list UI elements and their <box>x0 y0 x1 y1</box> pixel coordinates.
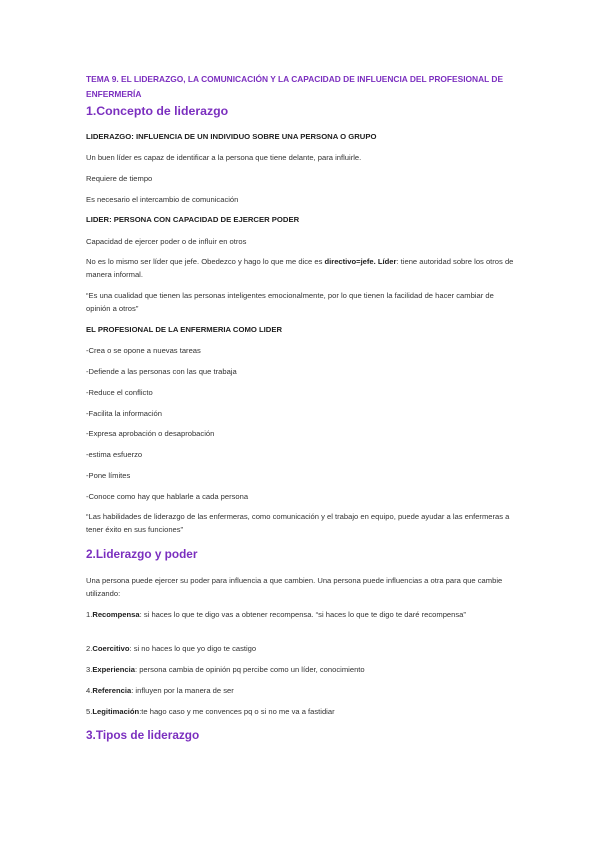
section-2-heading <box>86 547 516 561</box>
item-number: 5. <box>86 707 93 716</box>
power-item-text <box>86 685 516 698</box>
list-item-text: -Facilita la información <box>86 409 162 418</box>
list-item <box>86 408 516 421</box>
label-text: LIDERAZGO: INFLUENCIA DE UN INDIVIDUO SOBRE UNA PERSONA O GRUPO <box>86 132 377 141</box>
power-item-text <box>86 664 516 677</box>
paragraph-text: Un buen líder es capaz de identificar a la persona que tiene delante, para influirle. <box>86 153 362 162</box>
item-text: : influyen por la manera de ser <box>131 686 234 695</box>
label-liderazgo <box>86 132 516 141</box>
power-item-text <box>86 643 516 656</box>
document-title <box>86 72 516 102</box>
list-item <box>86 366 516 379</box>
list-item <box>86 491 516 504</box>
section-3-heading <box>86 728 516 742</box>
label-text: EL PROFESIONAL DE LA ENFERMERIA COMO LIDER <box>86 325 283 334</box>
power-item <box>86 706 516 719</box>
list-item-text: -Reduce el conflicto <box>86 388 153 397</box>
paragraph <box>86 152 516 165</box>
item-term: Referencia <box>92 686 132 695</box>
list-item-text: -estima esfuerzo <box>86 450 143 459</box>
list-item <box>86 428 516 441</box>
paragraph <box>86 173 516 186</box>
list-item-text: -Pone límites <box>86 471 131 480</box>
item-text: : si haces lo que te digo vas a obtener recompensa. “si haces lo que te digo te daré recompensa” <box>139 610 466 619</box>
bold-run: directivo=jefe. Líder <box>324 257 397 266</box>
list-item <box>86 387 516 400</box>
list-item <box>86 345 516 358</box>
list-item-text: -Expresa aprobación o desaprobación <box>86 429 215 438</box>
item-term: Recompensa <box>92 610 140 619</box>
section-heading: 2.Liderazgo y poder <box>86 547 198 561</box>
item-term: Coercitivo <box>92 644 130 653</box>
paragraph-lider-jefe <box>86 256 516 281</box>
quote-text: “Las habilidades de liderazgo de las enfermeras, como comunicación y el trabajo en equipo, puede ayudar a las enfermeras a tener éxito en sus funciones” <box>86 512 510 534</box>
power-item <box>86 609 516 622</box>
power-item <box>86 664 516 677</box>
item-number: 3. <box>86 665 93 674</box>
item-text: :te hago caso y me convences pq o si no me va a fastidiar <box>139 707 335 716</box>
power-item-text <box>86 609 516 622</box>
power-item <box>86 643 516 656</box>
item-term: Experiencia <box>92 665 135 674</box>
list-item-text: -Crea o se opone a nuevas tareas <box>86 346 201 355</box>
list-item-text: -Conoce como hay que hablarle a cada persona <box>86 492 249 501</box>
text-run: No es lo mismo ser líder que jefe. Obedezco y hago lo que me dice es <box>86 257 325 266</box>
label-lider <box>86 215 516 224</box>
paragraph <box>86 236 516 249</box>
list-item <box>86 449 516 462</box>
section-1-heading <box>86 104 516 118</box>
item-number: 2. <box>86 644 93 653</box>
paragraph-text: Capacidad de ejercer poder o de influir en otros <box>86 237 247 246</box>
text-run: : tiene autoridad sobre los otros de manera informal. <box>86 257 514 279</box>
label-profesional <box>86 325 516 334</box>
quote <box>86 511 516 536</box>
paragraph-text <box>86 256 516 281</box>
list-item-text: -Defiende a las personas con las que trabaja <box>86 367 237 376</box>
quote <box>86 290 516 315</box>
paragraph <box>86 194 516 207</box>
power-item-text <box>86 706 516 719</box>
section-heading: 1.Concepto de liderazgo <box>86 104 229 118</box>
item-number: 4. <box>86 686 93 695</box>
power-item <box>86 685 516 698</box>
item-text: : si no haces lo que yo digo te castigo <box>129 644 257 653</box>
item-term: Legitimación <box>92 707 140 716</box>
list-item <box>86 470 516 483</box>
label-text: LIDER: PERSONA CON CAPACIDAD DE EJERCER PODER <box>86 215 300 224</box>
title-text: TEMA 9. EL LIDERAZGO, LA COMUNICACIÓN Y LA CAPACIDAD DE INFLUENCIA DEL PROFESIONAL DE ENFERMERÍA <box>86 74 504 99</box>
section-heading: 3.Tipos de liderazgo <box>86 728 200 742</box>
quote-text: “Es una cualidad que tienen las personas inteligentes emocionalmente, por lo que tienen la facilidad de hacer cambiar de opinión a otros” <box>86 291 494 313</box>
item-text: : persona cambia de opinión pq percibe como un líder, conocimiento <box>134 665 365 674</box>
paragraph <box>86 575 516 600</box>
paragraph-text: Requiere de tiempo <box>86 174 153 183</box>
paragraph-text: Una persona puede ejercer su poder para influencia a que cambien. Una persona puede influencias a otra para que cambie utilizando: <box>86 576 503 598</box>
paragraph-text: Es necesario el intercambio de comunicación <box>86 195 239 204</box>
item-number: 1. <box>86 610 93 619</box>
